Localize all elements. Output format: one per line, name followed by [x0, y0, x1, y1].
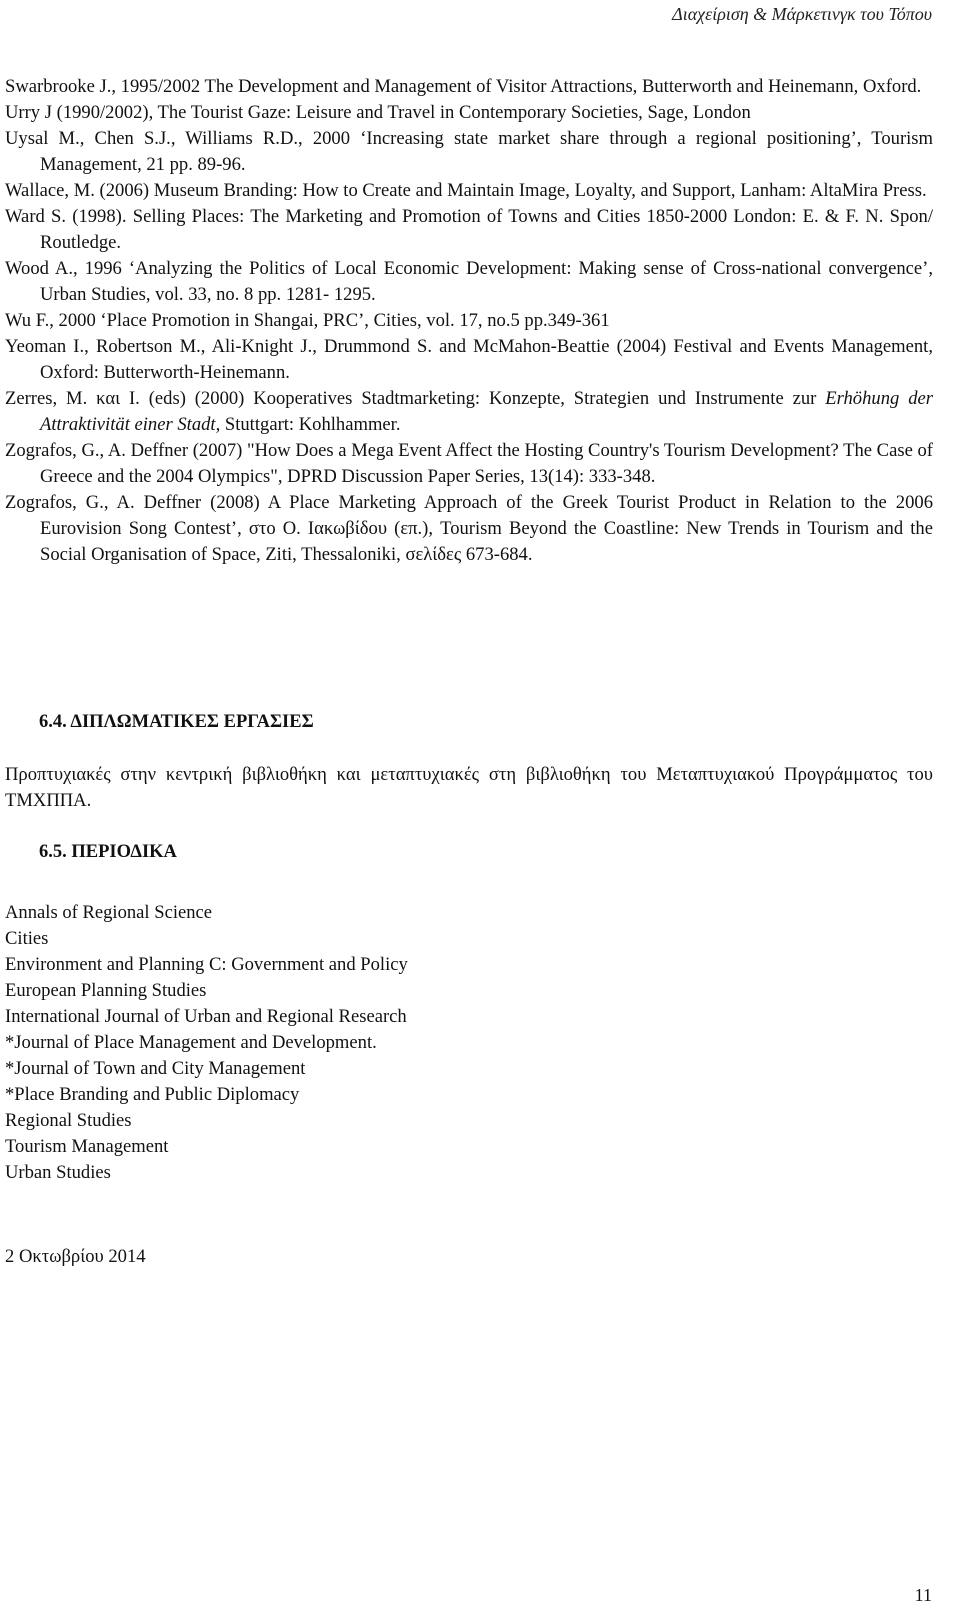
reference-item: Swarbrooke J., 1995/2002 The Development and Management of Visitor Attractions, Butterworth and Heinemann, Oxford. — [5, 76, 922, 97]
journal-item: *Journal of Place Management and Development. — [5, 1032, 377, 1053]
running-header: Διαχείριση & Μάρκετινγκ του Τόπου — [672, 4, 932, 24]
journal-item: Annals of Regional Science — [5, 902, 213, 923]
journal-item: Regional Studies — [5, 1110, 132, 1131]
reference-item: Wood A., 1996 ‘Analyzing the Politics of Local Economic Development: Making sense of Cross-national convergence’, Urban Studies, vol. 33, no. 8 pp. 1281- 1295. — [5, 258, 933, 305]
reference-item: Urry J (1990/2002), The Tourist Gaze: Leisure and Travel in Contemporary Societies, Sage, London — [5, 102, 751, 123]
reference-item: Zografos, G., A. Deffner (2007) "How Does a Mega Event Affect the Hosting Country's Tourism Development? The Case of Greece and the 2004 Olympics", DPRD Discussion Paper Series, 13(14): 333-348. — [5, 440, 933, 487]
journal-item: Tourism Management — [5, 1136, 169, 1157]
reference-list — [5, 74, 933, 568]
reference-item: Zografos, G., A. Deffner (2008) A Place Marketing Approach of the Greek Tourist Product in Relation to the 2006 Eurovision Song Contest’, στο Ο. Ιακωβίδου (επ.), Tourism Beyond the Coastline: New Trends in Tourism and the Social Organisation of Space, Ziti, Thessaloniki, σελίδες 673-684. — [5, 492, 933, 565]
journal-list — [5, 900, 705, 1186]
journal-item: *Place Branding and Public Diplomacy — [5, 1084, 300, 1105]
journal-item: Urban Studies — [5, 1162, 111, 1183]
journal-item: International Journal of Urban and Regional Research — [5, 1006, 407, 1027]
reference-italic-title: Erhöhung der Attraktivität einer Stadt, — [40, 388, 933, 435]
page-number: 11 — [914, 1585, 932, 1605]
reference-item: Ward S. (1998). Selling Places: The Marketing and Promotion of Towns and Cities 1850-2000 London: E. & F. N. Spon/ Routledge. — [5, 206, 933, 253]
reference-item: Yeoman I., Robertson M., Ali-Knight J., Drummond S. and McMahon-Beattie (2004) Festival and Events Management, Oxford: Butterworth-Heinemann. — [5, 336, 933, 383]
reference-item: Wu F., 2000 ‘Place Promotion in Shangai, PRC’, Cities, vol. 17, no.5 pp.349-361 — [5, 310, 610, 331]
reference-item — [5, 386, 933, 438]
journal-item: European Planning Studies — [5, 980, 207, 1001]
journal-item: Cities — [5, 928, 49, 949]
journal-item: Environment and Planning C: Government and Policy — [5, 954, 408, 975]
journal-item: *Journal of Town and City Management — [5, 1058, 306, 1079]
section-heading-theses: 6.4. ΔΙΠΛΩΜΑΤΙΚΕΣ ΕΡΓΑΣΙΕΣ — [39, 712, 314, 732]
theses-paragraph: Προπτυχιακές στην κεντρική βιβλιοθήκη και μεταπτυχιακές στη βιβλιοθήκη του Μεταπτυχιακού Προγράμματος του ΤΜΧΠΠΑ. — [5, 764, 933, 811]
reference-item: Wallace, M. (2006) Museum Branding: How to Create and Maintain Image, Loyalty, and Support, Lanham: AltaMira Press. — [5, 180, 927, 201]
section-heading-journals: 6.5. ΠΕΡΙΟΔΙΚΑ — [39, 842, 177, 862]
reference-item: Uysal M., Chen S.J., Williams R.D., 2000 ‘Increasing state market share through a regional positioning’, Tourism Management, 21 pp. 89-96. — [5, 128, 933, 175]
document-date: 2 Οκτωβρίου 2014 — [5, 1246, 146, 1267]
reference-text: Zerres, M. και I. (eds) (2000) Kooperatives Stadtmarketing: Konzepte, Strategien und Instrumente zur — [5, 388, 826, 409]
reference-text: Stuttgart: Kohlhammer. — [220, 414, 401, 435]
